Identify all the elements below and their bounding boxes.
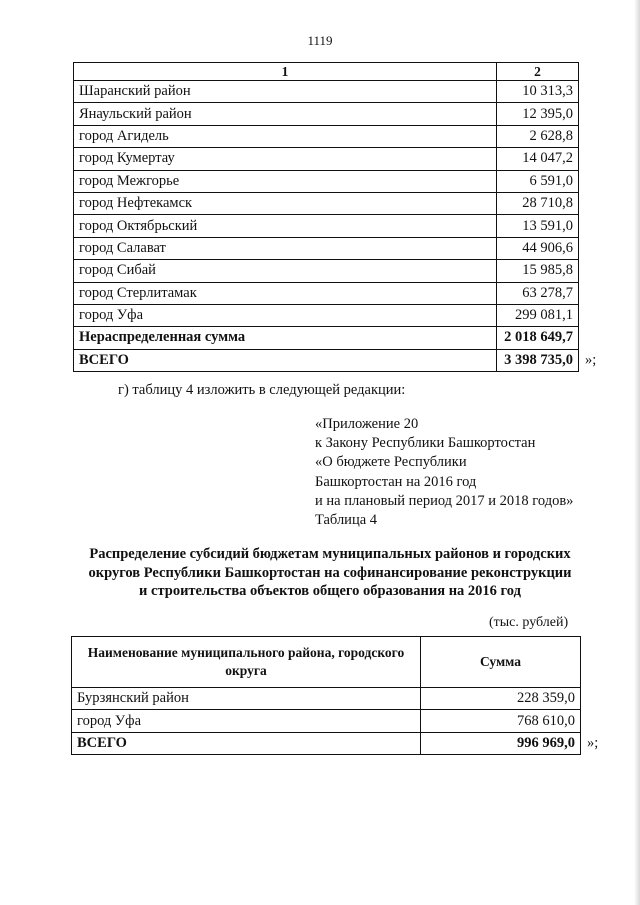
row-name: Бурзянский район [72, 688, 421, 710]
row-name: город Салават [74, 237, 497, 259]
row-name: город Уфа [74, 304, 497, 326]
scan-edge-shadow [634, 0, 640, 905]
row-value: 6 591,0 [497, 170, 579, 192]
row-value: 28 710,8 [497, 192, 579, 214]
appendix-line: «О бюджете Республики [315, 454, 467, 471]
row-value: 768 610,0 [421, 710, 581, 732]
table-row-total [72, 732, 581, 754]
table-row [74, 304, 579, 326]
table-row [74, 103, 579, 125]
row-name: город Уфа [72, 710, 421, 732]
row-name: город Агидель [74, 125, 497, 147]
appendix-line: Таблица 4 [315, 512, 378, 529]
table1-closing-quote: »; [585, 352, 597, 368]
table2-closing-quote: »; [587, 735, 599, 751]
table-row [74, 260, 579, 282]
row-value: 13 591,0 [497, 215, 579, 237]
row-value: 228 359,0 [421, 688, 581, 710]
row-value: 299 081,1 [497, 304, 579, 326]
row-value: 44 906,6 [497, 237, 579, 259]
row-name: город Сибай [74, 260, 497, 282]
row-value: 3 398 735,0 [497, 349, 579, 371]
appendix-line: и на плановый период 2017 и 2018 годов» [315, 492, 574, 509]
title-line: Распределение субсидий бюджетам муниципальных районов и городских [89, 546, 571, 562]
table-row [74, 237, 579, 259]
column-header-name: Наименование муниципального района, городского округа [72, 637, 421, 688]
row-value: 63 278,7 [497, 282, 579, 304]
row-value: 12 395,0 [497, 103, 579, 125]
row-name: ВСЕГО [72, 732, 421, 754]
table-row [74, 215, 579, 237]
row-name: город Стерлитамак [74, 282, 497, 304]
row-name: город Межгорье [74, 170, 497, 192]
row-value: 15 985,8 [497, 260, 579, 282]
row-name: Шаранский район [74, 81, 497, 103]
row-name: город Октябрьский [74, 215, 497, 237]
appendix-line: «Приложение 20 [315, 416, 419, 432]
table-row [74, 170, 579, 192]
row-value: 2 018 649,7 [497, 327, 579, 349]
title-line: округов Республики Башкортостан на софинансирование реконструкции [88, 564, 572, 581]
row-value: 14 047,2 [497, 148, 579, 170]
table-row [74, 282, 579, 304]
table-row [74, 81, 579, 103]
row-name: город Нефтекамск [74, 192, 497, 214]
table-row [72, 710, 581, 732]
table-row [74, 125, 579, 147]
table-row [74, 192, 579, 214]
column-header-2: 2 [497, 63, 579, 81]
subsidy-table [71, 636, 581, 755]
title-line: и строительства объектов общего образования на 2016 год [139, 583, 521, 599]
table-row-total [74, 349, 579, 371]
table-row [74, 148, 579, 170]
row-name: город Кумертау [74, 148, 497, 170]
appendix-line: Башкортостан на 2016 год [315, 473, 477, 490]
column-header-1: 1 [74, 63, 497, 81]
appendix-reference [315, 415, 573, 530]
row-name: Нераспределенная сумма [74, 327, 497, 349]
page-number: 1119 [307, 33, 333, 48]
row-value: 10 313,3 [497, 81, 579, 103]
row-name: Янаульский район [74, 103, 497, 125]
table-row-unallocated [74, 327, 579, 349]
appendix-line: к Закону Республики Башкортостан [315, 435, 536, 452]
row-value: 996 969,0 [421, 732, 581, 754]
table-header-row [74, 63, 579, 81]
row-name: ВСЕГО [74, 349, 497, 371]
units-label: (тыс. рублей) [489, 615, 569, 630]
column-header-sum: Сумма [421, 637, 581, 688]
budget-table-continued [73, 62, 579, 372]
row-value: 2 628,8 [497, 125, 579, 147]
instruction-text: г) таблицу 4 изложить в следующей редакции: [118, 382, 406, 398]
table-row [72, 688, 581, 710]
table-title [60, 545, 600, 601]
table-header-row [72, 637, 581, 688]
